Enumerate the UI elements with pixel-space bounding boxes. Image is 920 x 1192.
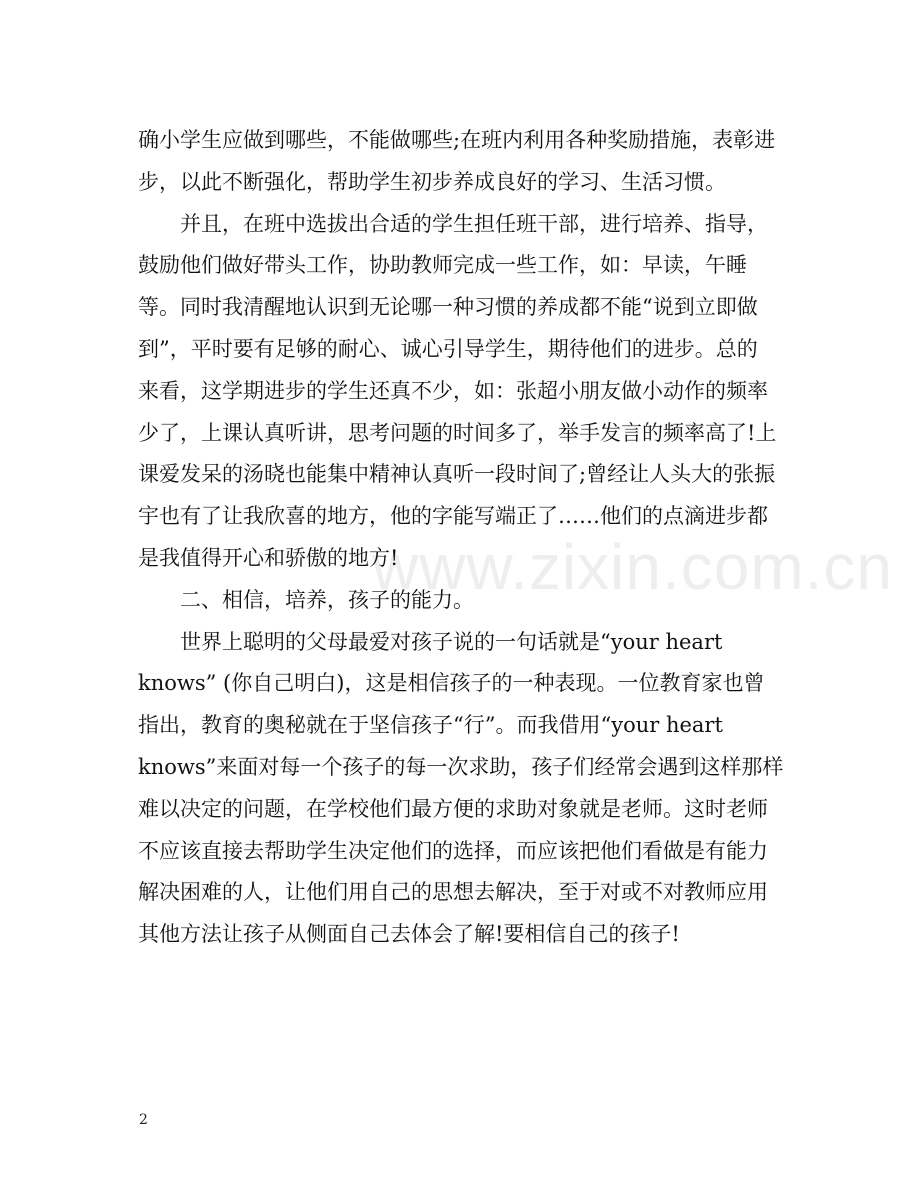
text-line: 确小学生应做到哪些，不能做哪些;在班内利用各种奖励措施，表彰进 — [138, 128, 776, 152]
text-line: 世界上聪明的父母最爱对孩子说的一句话就是“your heart — [180, 629, 723, 654]
text-line: knows” (你自己明白)，这是相信孩子的一种表现。一位教育家也曾 — [138, 671, 765, 696]
text-line: 鼓励他们做好带头工作，协助教师完成一些工作，如：早读，午睡 — [138, 253, 747, 278]
text-line: 指出，教育的奥秘就在于坚信孩子“行”。而我借用“your heart — [138, 713, 723, 738]
text-line: 课爱发呆的汤晓也能集中精神认真听一段时间了;曾经让人头大的张振 — [138, 462, 776, 487]
text-line: 解决困难的人，让他们用自己的思想去解决，至于对或不对教师应用 — [138, 880, 768, 905]
document-body — [138, 120, 784, 956]
text-line: 来看，这学期进步的学生还真不少，如：张超小朋友做小动作的频率 — [138, 378, 768, 403]
text-line: 是我值得开心和骄傲的地方! — [138, 545, 399, 570]
text-line: 宇也有了让我欣喜的地方，他的字能写端正了……他们的点滴进步都 — [138, 504, 768, 529]
page-number: 2 — [139, 1112, 148, 1128]
watermark: www.zixin.com.cn — [372, 531, 893, 603]
text-line: 到”，平时要有足够的耐心、诚心引导学生，期待他们的进步。总的 — [138, 336, 758, 361]
section-heading: 二、相信，培养，孩子的能力。 — [180, 587, 474, 612]
text-line: 步，以此不断强化，帮助学生初步养成良好的学习、生活习惯。 — [138, 169, 726, 194]
text-line: 等。同时我清醒地认识到无论哪一种习惯的养成都不能“说到立即做 — [138, 295, 758, 320]
text-line: 不应该直接去帮助学生决定他们的选择，而应该把他们看做是有能力 — [138, 838, 768, 863]
text-line: 难以决定的问题，在学校他们最方便的求助对象就是老师。这时老师 — [138, 796, 768, 821]
text-line: 其他方法让孩子从侧面自己去体会了解!要相信自己的孩子! — [138, 922, 680, 947]
text-line: knows”来面对每一个孩子的每一次求助，孩子们经常会遇到这样那样 — [138, 754, 784, 779]
text-line: 并且，在班中选拔出合适的学生担任班干部，进行培养、指导， — [180, 211, 768, 236]
text-line: 少了，上课认真听讲，思考问题的时间多了，举手发言的频率高了!上 — [138, 420, 777, 445]
